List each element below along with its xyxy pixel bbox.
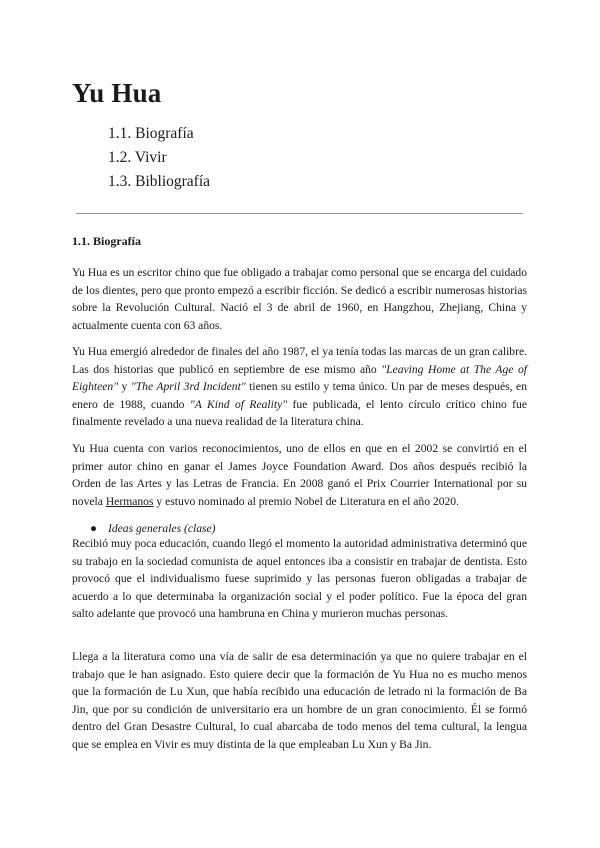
document-title: Yu Hua	[72, 78, 162, 108]
bullet-icon: ●	[90, 522, 98, 535]
paragraph-text: Yu Hua emergió alrededor de finales del año 1987, el ya tenía todas las marcas de un gran calibre. Las dos historias que publicó en septiembre de ese mismo año	[72, 345, 527, 376]
paragraph-text: y	[118, 380, 131, 394]
work-title: "A Kind of Reality"	[189, 397, 288, 411]
toc-link[interactable]: 1.1. Biografía	[108, 125, 194, 142]
toc-link[interactable]: 1.2. Vivir	[108, 149, 167, 166]
section-heading: 1.1. Biografía	[72, 234, 141, 248]
paragraph: Recibió muy poca educación, cuando llegó el momento la autoridad administrativa determinó que su trabajo en la sociedad comunista de aquel entonces iba a consistir en trabajar de dentista. Esto provocó que el individualismo fuese suprimido y las personas fueron obligadas a trabajar de acuerdo a lo que determinaba la organización social y el poder político. Fue la época del gran salto adelante que provocó una hambruna en China y murieron muchas personas.	[72, 537, 527, 621]
paragraph	[72, 440, 527, 510]
work-title: "Leaving Home at The Age of Eighteen"	[72, 362, 527, 394]
bullet-text: Ideas generales (clase)	[108, 522, 216, 535]
table-of-contents	[108, 122, 210, 194]
paragraph: Yu Hua es un escritor chino que fue obligado a trabajar como personal que se encarga del cuidado de los dientes, pero que pronto empezó a escribir ficción. Se dedicó a escribir numerosas historias sobre la Revolución Cultural. Nació el 3 de abril de 1960, en Hangzhou, Zhejiang, China y actualmente cuenta con 63 años.	[72, 266, 527, 332]
toc-item-bibliografia[interactable]	[108, 170, 210, 194]
paragraph-text: fue publicada, el lento círculo crítico chino fue finalmente revelado a una nueva realidad de la literatura china.	[72, 397, 527, 429]
paragraph-text: Yu Hua cuenta con varios reconocimientos, uno de ellos en que en el 2002 se convirtió en el primer autor chino en ganar el James Joyce Foundation Award. Dos años después recibió la Orden de las Artes y las Letras de Francia. En 2008 ganó el Prix Courrier International por su novela	[72, 442, 527, 508]
paragraph: Llega a la literatura como una vía de salir de esa determinación ya que no quiere trabajar en el trabajo que le han asignado. Esto quiere decir que la formación de Yu Hua no es mucho menos que la formación de Lu Xun, que había recibido una educación de letrado ni la formación de Ba Jin, que por su condición de universitario era un hombre de un gran conocimiento. Él se formó dentro del Gran Desastre Cultural, lo cual abarcaba de todo menos del tema cultural, la lengua que se emplea en Vivir es muy distinta de la que empleaban Lu Xun y Ba Jin.	[72, 650, 527, 751]
toc-item-vivir[interactable]	[108, 146, 210, 170]
work-title: "The April 3rd Incident"	[130, 380, 246, 394]
paragraph-text: tienen su estilo y tema único. Un par de meses después, en enero de 1988, cuando	[72, 380, 528, 411]
paragraph-text: y estuvo nominado al premio Nobel de Literatura en el año 2020.	[153, 494, 460, 508]
novel-title: Hermanos	[105, 494, 154, 508]
horizontal-divider	[76, 213, 523, 214]
paragraph	[72, 343, 527, 431]
toc-item-biografia[interactable]	[108, 122, 210, 146]
toc-link[interactable]: 1.3. Bibliografía	[108, 173, 211, 190]
